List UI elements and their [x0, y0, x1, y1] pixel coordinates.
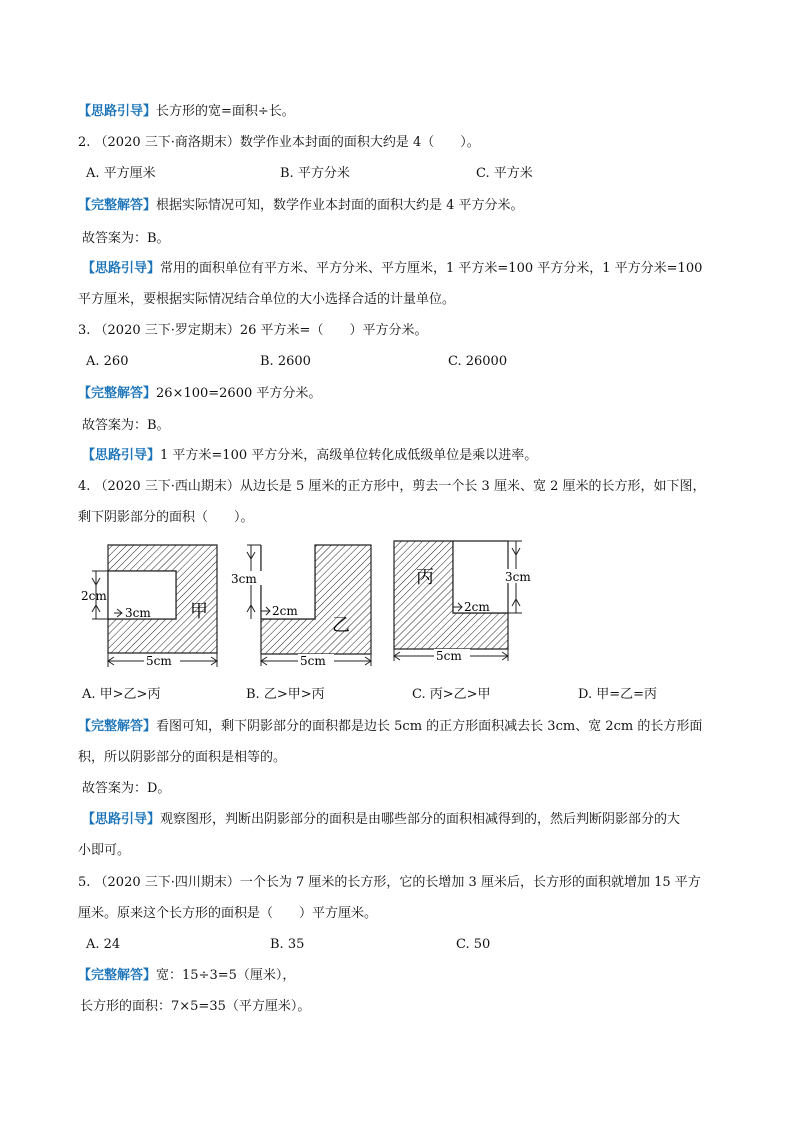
- option-5a: A. 24: [86, 937, 121, 952]
- question-2: 2. （2020 三下·商洛期末）数学作业本封面的面积大约是 4（ ）。: [78, 135, 480, 150]
- hint-4-cont: 小即可。: [78, 843, 131, 858]
- answer-5-cont: 长方形的面积：7×5=35（平方厘米）。: [80, 999, 311, 1014]
- answer-5: 【完整解答】宽：15÷3=5（厘米），: [78, 968, 296, 983]
- option-5c: C. 50: [456, 937, 491, 952]
- option-2a: A. 平方厘米: [86, 166, 156, 181]
- hint-tag: 【思路引导】: [78, 104, 157, 119]
- question-5: 5. （2020 三下·四川期末）一个长为 7 厘米的长方形，它的长增加 3 厘米后，长方形的面积就增加 15 平方: [78, 875, 701, 890]
- hint-4: 【思路引导】观察图形，判断出阴影部分的面积是由哪些部分的面积相减得到的，然后判断阴影部分的大: [82, 812, 681, 827]
- label-width: 2cm: [464, 600, 490, 614]
- label-side: 5cm: [146, 654, 172, 668]
- option-2b: B. 平方分米: [280, 166, 350, 181]
- option-5b: B. 35: [270, 937, 305, 952]
- answer-4-cont: 积，所以阴影部分的面积是相等的。: [78, 750, 287, 765]
- answer-2: 【完整解答】根据实际情况可知，数学作业本封面的面积大约是 4 平方分米。: [78, 198, 524, 213]
- hint-3: 【思路引导】1 平方米=100 平方分米，高级单位转化成低级单位是乘以进率。: [82, 448, 538, 463]
- hint-line: 【思路引导】长方形的宽=面积÷长。: [78, 104, 295, 119]
- result-4: 故答案为：D。: [82, 781, 171, 796]
- answer-4: 【完整解答】看图可知，剩下阴影部分的面积都是边长 5cm 的正方形面积减去长 3cm、宽 2cm 的长方形面: [78, 719, 703, 734]
- question-4-cont: 剩下阴影部分的面积（ ）。: [78, 510, 254, 525]
- option-4d: D. 甲=乙=丙: [578, 687, 658, 702]
- option-3c: C. 26000: [448, 354, 508, 369]
- result-2: 故答案为：B。: [82, 231, 170, 246]
- figure-name: 甲: [190, 601, 208, 622]
- option-3a: A. 260: [86, 354, 129, 369]
- label-side: 5cm: [300, 654, 326, 668]
- question-5-cont: 厘米。原来这个长方形的面积是（ ）平方厘米。: [78, 906, 378, 921]
- question-4: 4. （2020 三下·西山期末）从边长是 5 厘米的正方形中，剪去一个长 3 厘米、宽 2 厘米的长方形，如下图，: [78, 479, 706, 494]
- label-side: 5cm: [436, 649, 462, 663]
- figure-yi: [228, 535, 376, 674]
- label-height: 3cm: [505, 570, 531, 584]
- label-height: 3cm: [231, 572, 257, 586]
- option-4b: B. 乙>甲>丙: [246, 687, 325, 702]
- hint-2: 【思路引导】常用的面积单位有平方米、平方分米、平方厘米，1 平方米=100 平方分米，1 平方分米=100: [82, 261, 703, 276]
- label-height: 2cm: [81, 589, 107, 603]
- figure-jia: [80, 535, 225, 674]
- question-3: 3. （2020 三下·罗定期末）26 平方米=（ ）平方分米。: [78, 323, 428, 338]
- label-width: 3cm: [125, 606, 151, 620]
- result-3: 故答案为：B。: [82, 418, 170, 433]
- option-2c: C. 平方米: [476, 166, 533, 181]
- option-4a: A. 甲>乙>丙: [82, 687, 161, 702]
- option-3b: B. 2600: [260, 354, 311, 369]
- answer-3: 【完整解答】26×100=2600 平方分米。: [78, 386, 322, 401]
- figure-name: 乙: [332, 615, 350, 636]
- figure-name: 丙: [416, 567, 434, 588]
- label-width: 2cm: [272, 604, 298, 618]
- option-4c: C. 丙>乙>甲: [412, 687, 491, 702]
- figure-bing: [386, 535, 546, 674]
- hint-2-cont: 平方厘米，要根据实际情况结合单位的大小选择合适的计量单位。: [78, 292, 456, 307]
